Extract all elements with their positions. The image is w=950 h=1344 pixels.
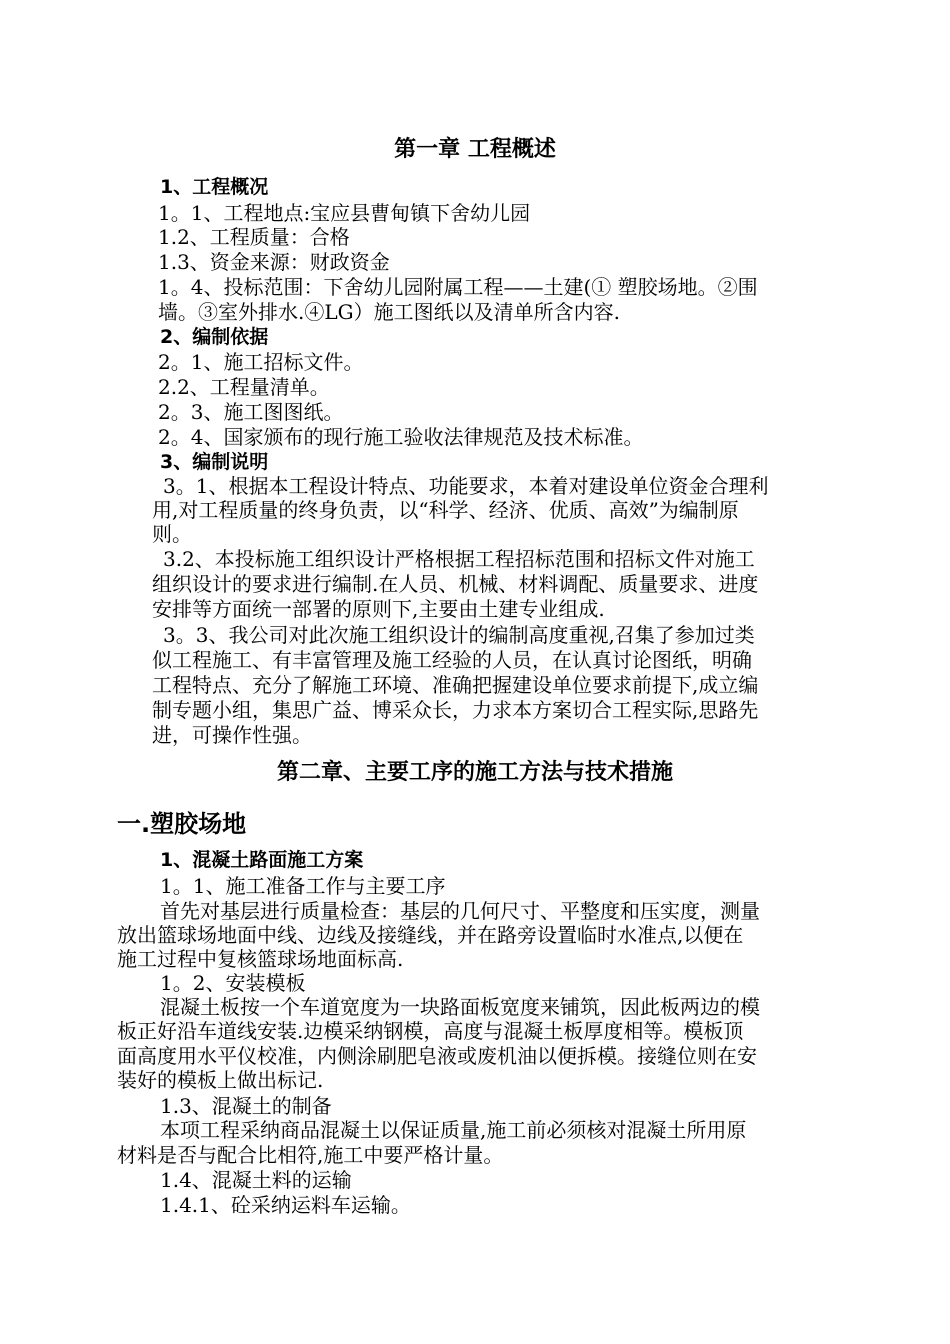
paragraph-2-3: 2。3、施工图图纸。: [158, 400, 344, 424]
chapter-1-title: 第一章 工程概述: [394, 137, 556, 162]
subsection-1-1-line-2: 放出篮球场地面中线、边线及接缝线，并在路旁设置临时水准点,以便在: [117, 923, 744, 947]
part-1-title: 一.塑胶场地: [117, 810, 247, 838]
section-1-heading: 1、工程概况: [160, 176, 269, 198]
paragraph-3-2-line-1: 3.2、本投标施工组织设计严格根据工程招标范围和招标文件对施工: [163, 547, 755, 571]
paragraph-1-3: 1.3、资金来源：财政资金: [158, 250, 390, 274]
section-2-heading: 2、编制依据: [160, 326, 269, 348]
paragraph-2-1: 2。1、施工招标文件。: [158, 350, 364, 374]
chapter-2-title: 第二章、主要工序的施工方法与技术措施: [276, 760, 673, 785]
paragraph-3-1-line-3: 则。: [152, 522, 192, 546]
paragraph-2-4: 2。4、国家颁布的现行施工验收法律规范及技术标准。: [158, 425, 644, 449]
paragraph-2-2: 2.2、工程量清单。: [158, 375, 330, 399]
paragraph-1-1: 1。1、工程地点:宝应县曹甸镇下舍幼儿园: [158, 201, 531, 225]
subsection-1-4-1: 1.4.1、砼采纳运料车运输。: [160, 1193, 411, 1217]
paragraph-3-2-line-2: 组织设计的要求进行编制.在人员、机械、材料调配、质量要求、进度: [152, 572, 759, 596]
subsection-1-heading: 1、混凝土路面施工方案: [160, 849, 364, 871]
subsection-1-1-title: 1。1、施工准备工作与主要工序: [160, 874, 446, 898]
subsection-1-4-title: 1.4、混凝土料的运输: [160, 1168, 352, 1192]
paragraph-3-3-line-5: 进，可操作性强。: [152, 723, 312, 747]
subsection-1-3-line-1: 本项工程采纳商品混凝土以保证质量,施工前必须核对混凝土所用原: [160, 1118, 747, 1142]
paragraph-1-4-line-1: 1。4、投标范围：下舍幼儿园附属工程——土建(① 塑胶场地。②围: [158, 275, 758, 299]
subsection-1-2-line-1: 混凝土板按一个车道宽度为一块路面板宽度来铺筑，因此板两边的模: [160, 995, 760, 1019]
subsection-1-3-title: 1.3、混凝土的制备: [160, 1094, 332, 1118]
subsection-1-1-line-1: 首先对基层进行质量检查：基层的几何尺寸、平整度和压实度，测量: [160, 899, 760, 923]
paragraph-3-3-line-1: 3。3、我公司对此次施工组织设计的编制高度重视,召集了参加过类: [163, 623, 755, 647]
subsection-1-2-title: 1。2、安装模板: [160, 971, 306, 995]
paragraph-3-3-line-4: 制专题小组，集思广益、博采众长，力求本方案切合工程实际,思路先: [152, 698, 759, 722]
paragraph-3-3-line-3: 工程特点、充分了解施工环境、准确把握建设单位要求前提下,成立编: [152, 673, 759, 697]
subsection-1-2-line-2: 板正好沿车道线安装.边模采纳钢模，高度与混凝土板厚度相等。模板顶: [117, 1019, 744, 1043]
subsection-1-2-line-4: 装好的模板上做出标记.: [117, 1068, 324, 1092]
paragraph-3-1-line-2: 用,对工程质量的终身负责，以“科学、经济、优质、高效”为编制原: [152, 498, 739, 522]
subsection-1-2-line-3: 面高度用水平仪校准，内侧涂刷肥皂液或废机油以便拆模。接缝位则在安: [117, 1044, 757, 1068]
subsection-1-3-line-2: 材料是否与配合比相符,施工中要严格计量。: [117, 1143, 504, 1167]
section-3-heading: 3、编制说明: [160, 451, 269, 473]
paragraph-1-2: 1.2、工程质量：合格: [158, 225, 350, 249]
paragraph-3-1-line-1: 3。1、根据本工程设计特点、功能要求，本着对建设单位资金合理利: [163, 474, 769, 498]
paragraph-3-3-line-2: 似工程施工、有丰富管理及施工经验的人员，在认真讨论图纸，明确: [152, 648, 752, 672]
paragraph-1-4-line-2: 墙。③室外排水.④LG）施工图纸以及清单所含内容.: [158, 300, 620, 324]
subsection-1-1-line-3: 施工过程中复核篮球场地面标高.: [117, 947, 404, 971]
paragraph-3-2-line-3: 安排等方面统一部署的原则下,主要由土建专业组成.: [152, 597, 605, 621]
